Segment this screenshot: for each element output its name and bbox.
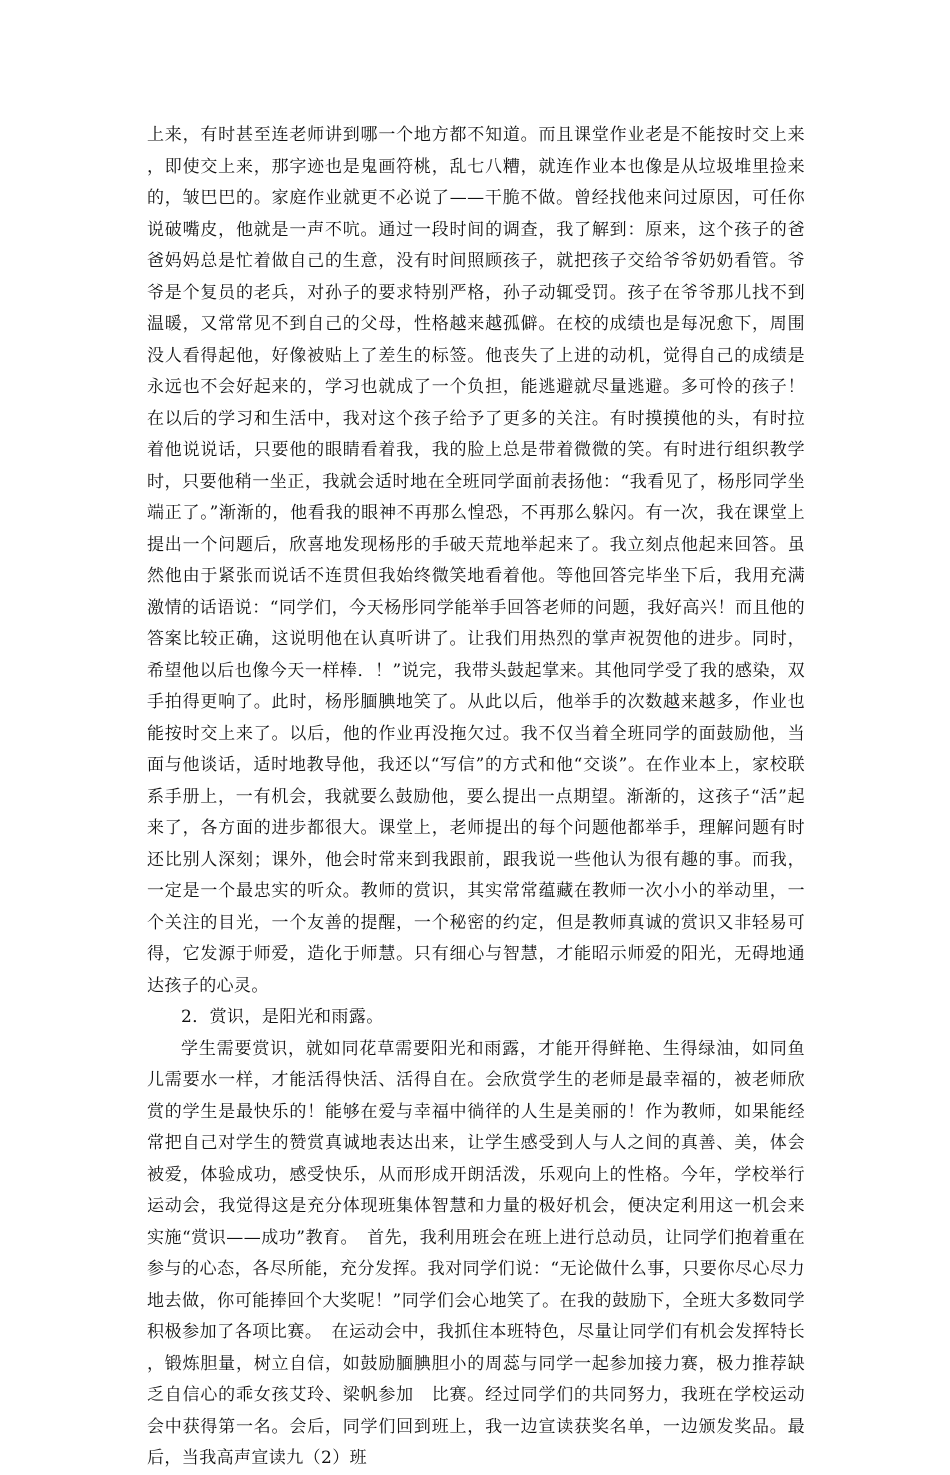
document-page (147, 120, 805, 1475)
body-paragraph-1: 上来，有时甚至连老师讲到哪一个地方都不知道。而且课堂作业老是不能按时交上来，即使交上来，那字迹也是鬼画符桃，乱七八糟，就连作业本也像是从垃圾堆里捡来的，皱巴巴的。家庭作业就更不必说了——干脆不做。曾经找他来问过原因，可任你说破嘴皮，他就是一声不吭。通过一段时间的调查，我了解到：原来，这个孩子的爸爸妈妈总是忙着做自己的生意，没有时间照顾孩子，就把孩子交给爷爷奶奶看管。爷爷是个复员的老兵，对孙子的要求特别严格，孙子动辄受罚。孩子在爷爷那儿找不到温暖，又常常见不到自己的父母，性格越来越孤僻。在校的成绩也是每况愈下，周围没人看得起他，好像被贴上了差生的标签。他丧失了上进的动机，觉得自己的成绩是永远也不会好起来的，学习也就成了一个负担，能逃避就尽量逃避。多可怜的孩子！在以后的学习和生活中，我对这个孩子给予了更多的关注。有时摸摸他的头，有时拉着他说说话，只要他的眼睛看着我，我的脸上总是带着微微的笑。有时进行组织教学时，只要他稍一坐正，我就会适时地在全班同学面前表扬他：“我看见了，杨彤同学坐端正了。”渐渐的，他看我的眼神不再那么惶恐，不再那么躲闪。有一次，我在课堂上提出一个问题后，欣喜地发现杨彤的手破天荒地举起来了。我立刻点他起来回答。虽然他由于紧张而说话不连贯但我始终微笑地看着他。等他回答完毕坐下后，我用充满激情的话语说：“同学们，今天杨彤同学能举手回答老师的问题，我好高兴！而且他的答案比较正确，这说明他在认真听讲了。让我们用热烈的掌声祝贺他的进步。同时，希望他以后也像今天一样棒．！”说完，我带头鼓起掌来。其他同学受了我的感染，双手拍得更响了。此时，杨彤腼腆地笑了。从此以后，他举手的次数越来越多，作业也能按时交上来了。以后，他的作业再没拖欠过。我不仅当着全班同学的面鼓励他，当面与他谈话，适时地教导他，我还以“写信”的方式和他“交谈”。在作业本上，家校联系手册上，一有机会，我就要么鼓励他，要么提出一点期望。渐渐的，这孩子“活”起来了，各方面的进步都很大。课堂上，老师提出的每个问题他都举手，理解问题有时还比别人深刻；课外，他会时常来到我跟前，跟我说一些他认为很有趣的事。而我，一定是一个最忠实的听众。教师的赏识，其实常常蕴藏在教师一次小小的举动里，一个关注的目光，一个友善的提醒，一个秘密的约定，但是教师真诚的赏识又非轻易可得，它发源于师爱，造化于师慧。只有细心与智慧，才能昭示师爱的阳光，无碍地通达孩子的心灵。 (147, 125, 805, 996)
section-heading-2: 2．赏识，是阳光和雨露。 (181, 1007, 384, 1027)
body-paragraph-2: 学生需要赏识，就如同花草需要阳光和雨露，才能开得鲜艳、生得绿油，如同鱼儿需要水一样，才能活得快活、活得自在。会欣赏学生的老师是最幸福的，被老师欣赏的学生是最快乐的！能够在爱与幸福中徜徉的人生是美丽的！作为教师，如果能经常把自己对学生的赞赏真诚地表达出来，让学生感受到人与人之间的真善、美，体会被爱，体验成功，感受快乐，从而形成开朗活泼，乐观向上的性格。今年，学校举行运动会，我觉得这是充分体现班集体智慧和力量的极好机会，便决定利用这一机会来实施“赏识——成功”教育。 首先，我利用班会在班上进行总动员，让同学们抱着重在参与的心态，各尽所能，充分发挥。我对同学们说：“无论做什么事，只要你尽心尽力地去做，你可能捧回个大奖呢！”同学们会心地笑了。在我的鼓励下，全班大多数同学积极参加了各项比赛。 在运动会中，我抓住本班特色，尽量让同学们有机会发挥特长，锻炼胆量，树立自信，如鼓励腼腆胆小的周蕊与同学一起参加接力赛，极力推荐缺乏自信心的乖女孩艾玲、梁帆参加 比赛。经过同学们的共同努力，我班在学校运动会中获得第一名。会后，同学们回到班上，我一边宣读获奖名单，一边颁发奖品。最后，当我高声宣读九（2）班 (147, 1038, 805, 1468)
